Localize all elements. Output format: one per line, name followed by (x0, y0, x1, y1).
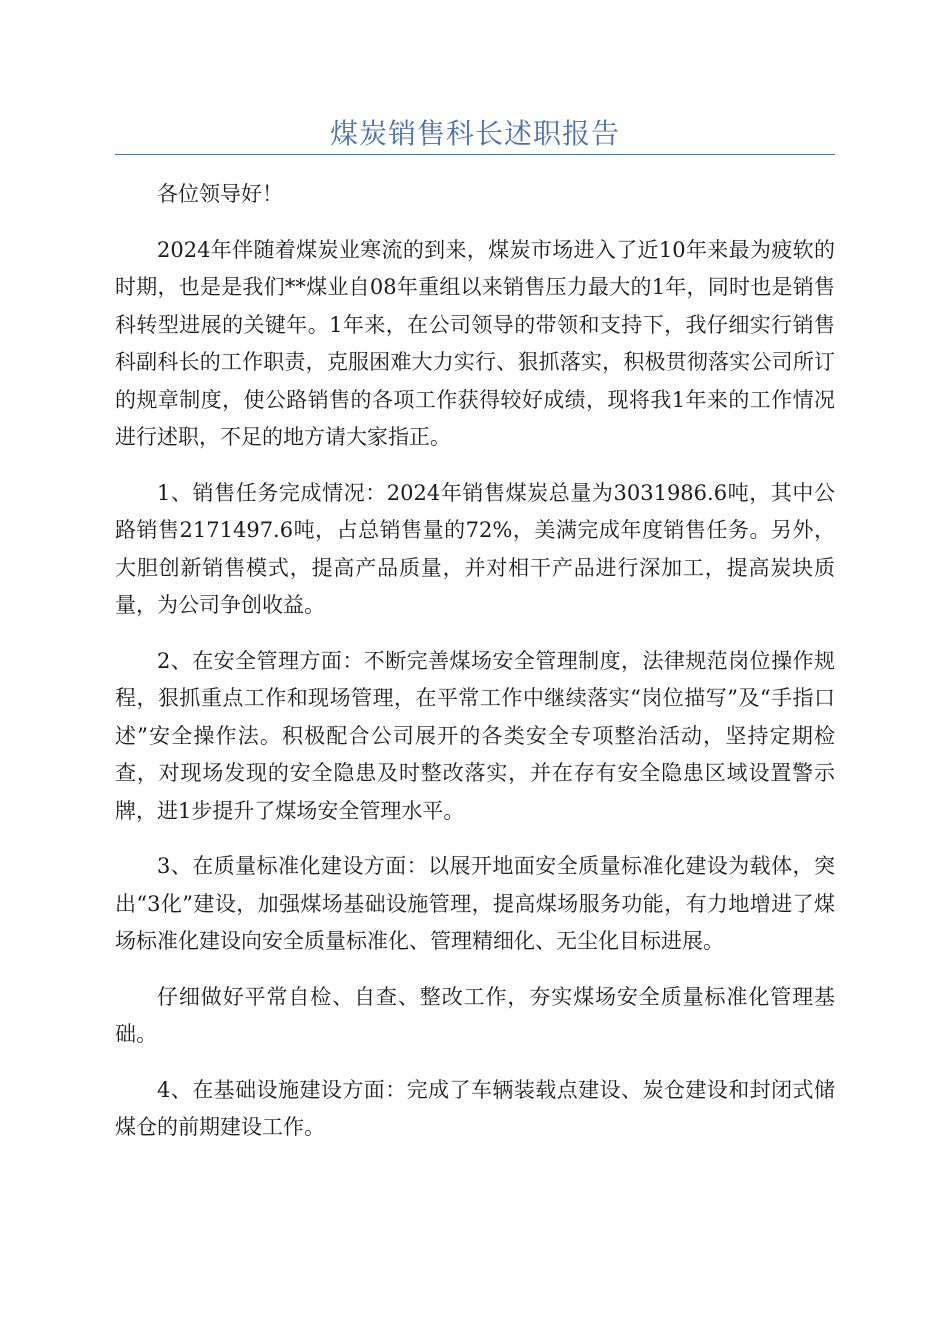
body-paragraph-safety: 2、在安全管理方面：不断完善煤场安全管理制度，法律规范岗位操作规程，狠抓重点工作和现场管理，在平常工作中继续落实“岗位描写”及“手指口述”安全操作法。积极配合公司展开的各类安全专项整治活动，坚持定期检查，对现场发现的安全隐患及时整改落实，并在存有安全隐患区域设置警示牌，进1步提升了煤场安全管理水平。 (115, 648, 835, 823)
greeting-paragraph: 各位领导好！ (157, 182, 283, 206)
body-paragraph-quality: 3、在质量标准化建设方面：以展开地面安全质量标准化建设为载体，突出“3化”建设，加强煤场基础设施管理，提高煤场服务功能，有力地增进了煤场标准化建设向安全质量标准化、管理精细化、无尘化目标进展。 (115, 854, 835, 953)
title-underline (115, 154, 835, 155)
body-paragraph-infrastructure: 4、在基础设施建设方面：完成了车辆装载点建设、炭仓建设和封闭式储煤仓的前期建设工作。 (115, 1077, 835, 1139)
document-body (115, 176, 835, 1165)
body-paragraph-self-check: 仔细做好平常自检、自查、整改工作，夯实煤场安全质量标准化管理基础。 (115, 984, 835, 1046)
body-paragraph-intro: 2024年伴随着煤炭业寒流的到来，煤炭市场进入了近10年来最为疲软的时期，也是是我们**煤业自08年重组以来销售压力最大的1年，同时也是销售科转型进展的关键年。1年来，在公司领导的带领和支持下，我仔细实行销售科副科长的工作职责，克服困难大力实行、狠抓落实，积极贯彻落实公司所订的规章制度，使公路销售的各项工作获得较好成绩，现将我1年来的工作情况进行述职，不足的地方请大家指正。 (115, 237, 835, 449)
document-title: 煤炭销售科长述职报告 (329, 117, 620, 150)
body-paragraph-sales: 1、销售任务完成情况：2024年销售煤炭总量为3031986.6吨，其中公路销售2171497.6吨，占总销售量的72%，美满完成年度销售任务。另外，大胆创新销售模式，提高产品质量，并对相干产品进行深加工，提高炭块质量，为公司争创收益。 (115, 480, 835, 617)
